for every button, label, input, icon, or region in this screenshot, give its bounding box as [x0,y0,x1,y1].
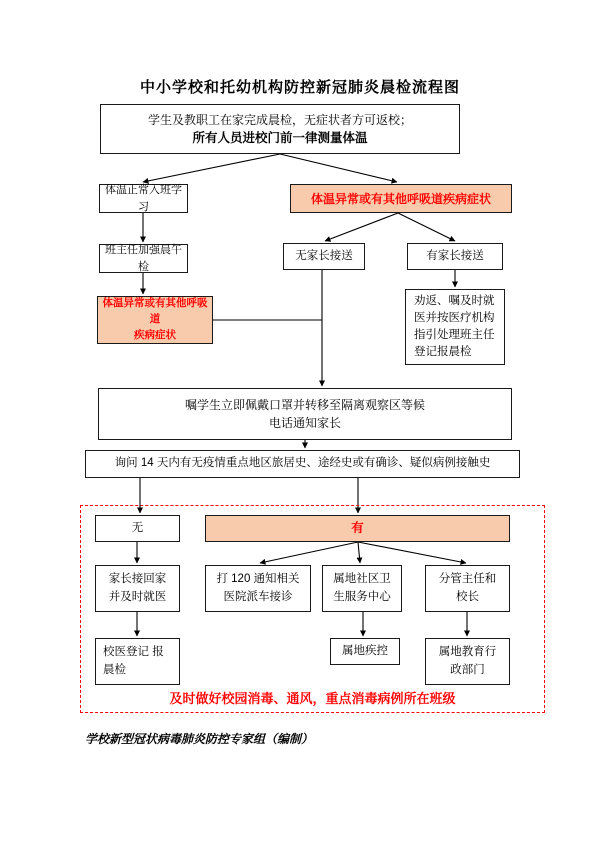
disinfect-note: 及时做好校园消毒、通风，重点消毒病例所在班级 [169,691,456,706]
node-call-120-line2: 医院派车接诊 [223,590,293,603]
node-doctor-register [95,638,180,685]
node-temp-normal: 体温正常入班学习 [99,184,188,213]
node-parent-take-home-line1: 家长接回家 [108,573,167,586]
node-no: 无 [95,515,180,542]
node-doctor-register-line2: 晨检 [103,663,126,676]
node-mask-isolation-line1: 嘱学生立即佩戴口罩并转移至隔离观察区等候 [184,398,425,412]
node-education-dept-line2: 政部门 [450,663,485,676]
node-director-principal-line2: 校长 [456,590,479,603]
arrow-abnormal-to-hasparent [398,213,455,241]
node-community-health-line1: 属地社区卫 [333,573,391,586]
footer-note: 学校新型冠状病毒肺炎防控专家组（编制） [85,732,314,746]
node-persuade-line3: 指引处理班主任 [414,329,495,341]
node-doctor-register-line1: 校医登记 报 [103,646,164,659]
node-has-parent-pickup: 有家长接送 [407,243,503,270]
arrow-start-to-abnormal [280,154,397,182]
node-parent-take-home [95,565,180,612]
node-ask-history: 询问 14 天内有无疫情重点地区旅居史、途经史或有确诊、疑似病例接触史 [85,450,520,478]
arrow-start-to-normal [143,154,280,182]
node-community-health [322,565,402,612]
arrow-abnormal-to-noparent [325,213,398,241]
node-cdc: 属地疾控 [330,638,400,665]
node-persuade-line2: 医并按医疗机构 [414,311,495,324]
node-temp-abnormal-left-line1: 体温异常或有其他呼吸道 [102,297,208,326]
node-mask-isolation-line2: 电话通知家长 [268,416,341,430]
node-education-dept [425,638,510,685]
node-call-120-line1: 打 120 通知相关 [216,573,300,586]
node-temp-abnormal-left-line2: 疾病症状 [134,328,176,341]
node-start-line1: 学生及教职工在家完成晨检，无症状者方可返校； [147,112,412,127]
flowchart-title: 中小学校和托幼机构防控新冠肺炎晨检流程图 [139,79,460,96]
node-teacher-check: 班主任加强晨午检 [99,244,188,273]
node-mask-isolation [98,388,512,440]
node-start [100,104,460,154]
node-start-line2: 所有人员进校门前一律测量体温 [192,130,368,145]
node-director-principal-line1: 分管主任和 [438,573,497,586]
node-director-principal [425,565,510,612]
node-yes: 有 [205,515,510,542]
node-persuade-line1: 劝返、嘱及时就 [414,294,495,307]
node-parent-take-home-line2: 并及时就医 [108,590,167,603]
node-persuade-return [405,289,505,365]
node-temp-abnormal-left [97,296,213,344]
node-temp-abnormal: 体温异常或有其他呼吸道疾病症状 [290,184,512,213]
node-no-parent-pickup: 无家长接送 [283,243,365,270]
node-persuade-line4: 登记报晨检 [414,346,472,359]
node-education-dept-line1: 属地教育行 [438,646,497,659]
node-call-120 [205,565,311,612]
node-community-health-line2: 生服务中心 [333,590,391,603]
